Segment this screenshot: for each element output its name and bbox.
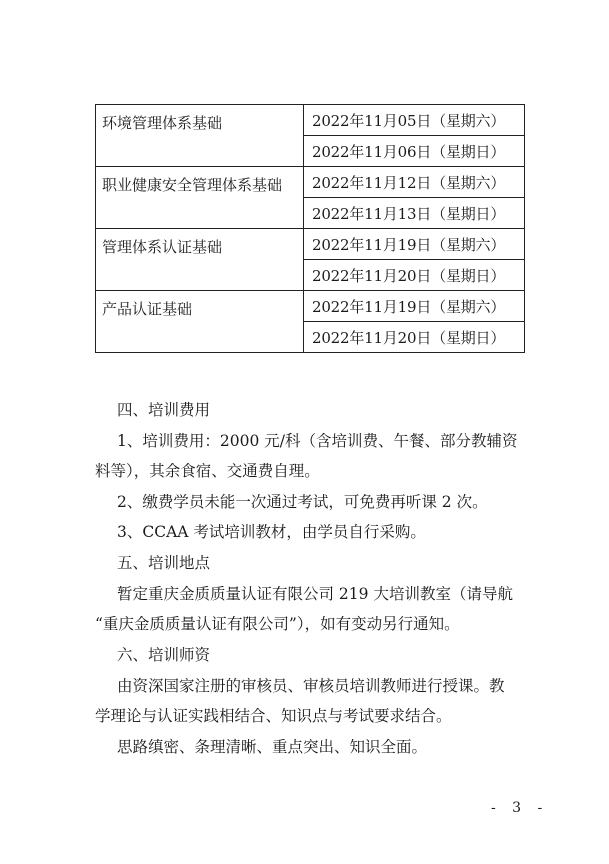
teachers-line-2: 学理论与认证实践相结合、知识点与考试要求结合。: [95, 707, 452, 725]
date-cell: 2022年11月19日（星期六）: [304, 229, 525, 260]
course-name-cell: 管理体系认证基础: [96, 229, 304, 291]
fee-item-3: 3、CCAA 考试培训教材，由学员自行采购。: [117, 523, 426, 541]
date-cell: 2022年11月13日（星期日）: [304, 198, 525, 229]
fee-item-1: 1、培训费用：2000 元/科（含培训费、午餐、部分教辅资: [117, 432, 518, 450]
date-cell: 2022年11月20日（星期日）: [304, 260, 525, 291]
section-heading-teachers: 六、培训师资: [117, 646, 211, 664]
course-name-cell: 环境管理体系基础: [96, 105, 304, 167]
teachers-line-3: 思路缜密、条理清晰、重点突出、知识全面。: [117, 738, 428, 756]
date-cell: 2022年11月12日（星期六）: [304, 167, 525, 198]
fee-item-1-continued: 料等），其余食宿、交通费自理。: [95, 462, 320, 480]
fee-item-2: 2、缴费学员未能一次通过考试，可免费再听课 2 次。: [117, 493, 488, 511]
training-schedule-table: [95, 104, 525, 353]
teachers-line-1: 由资深国家注册的审核员、审核员培训教师进行授课。教: [117, 677, 505, 695]
page-number: - 3 -: [491, 800, 549, 816]
table-row: [96, 167, 525, 198]
location-line-2: “重庆金质质量认证有限公司”），如有变动另行通知。: [95, 615, 460, 633]
course-name-cell: 产品认证基础: [96, 291, 304, 353]
date-cell: 2022年11月05日（星期六）: [304, 105, 525, 136]
date-cell: 2022年11月06日（星期日）: [304, 136, 525, 167]
table-row: [96, 229, 525, 260]
section-heading-fee: 四、培训费用: [117, 401, 211, 419]
table-row: [96, 291, 525, 322]
section-heading-location: 五、培训地点: [117, 554, 211, 572]
location-line-1: 暂定重庆金质质量认证有限公司 219 大培训教室（请导航: [117, 585, 513, 603]
date-cell: 2022年11月19日（星期六）: [304, 291, 525, 322]
date-cell: 2022年11月20日（星期日）: [304, 322, 525, 353]
table-row: [96, 105, 525, 136]
course-name-cell: 职业健康安全管理体系基础: [96, 167, 304, 229]
